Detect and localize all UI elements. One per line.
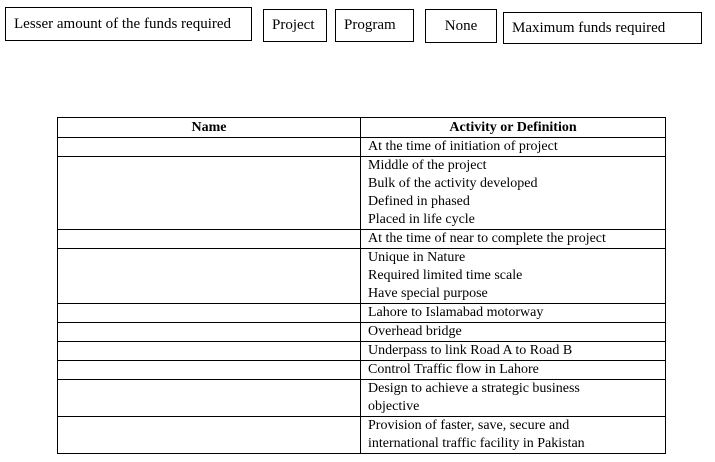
table-row bbox=[58, 157, 666, 230]
table-row bbox=[58, 380, 666, 417]
definition-line: Required limited time scale bbox=[368, 268, 523, 283]
table-row bbox=[58, 249, 666, 304]
option-lesser-funds[interactable]: Lesser amount of the funds required bbox=[5, 7, 252, 41]
definition-cell bbox=[361, 138, 666, 157]
activity-table bbox=[57, 117, 666, 454]
name-drop-cell[interactable] bbox=[58, 342, 361, 361]
table-row bbox=[58, 230, 666, 249]
name-drop-cell[interactable] bbox=[58, 323, 361, 342]
definition-line: international traffic facility in Pakistan bbox=[368, 436, 585, 451]
name-drop-cell[interactable] bbox=[58, 380, 361, 417]
definition-line: Provision of faster, save, secure and bbox=[368, 418, 570, 433]
option-project[interactable]: Project bbox=[263, 9, 327, 42]
definition-line: Control Traffic flow in Lahore bbox=[368, 362, 539, 377]
option-maximum-funds[interactable]: Maximum funds required bbox=[503, 12, 702, 44]
name-drop-cell[interactable] bbox=[58, 361, 361, 380]
name-drop-cell[interactable] bbox=[58, 249, 361, 304]
definition-cell bbox=[361, 380, 666, 417]
definition-line: Defined in phased bbox=[368, 194, 470, 209]
definition-line: Design to achieve a strategic business bbox=[368, 381, 580, 396]
definition-line: Overhead bridge bbox=[368, 324, 462, 339]
table-header-row bbox=[58, 118, 666, 138]
definition-line: Lahore to Islamabad motorway bbox=[368, 305, 544, 320]
name-drop-cell[interactable] bbox=[58, 304, 361, 323]
name-drop-cell[interactable] bbox=[58, 138, 361, 157]
definition-line: Placed in life cycle bbox=[368, 212, 475, 227]
definition-column-header: Activity or Definition bbox=[361, 118, 666, 138]
definition-line: At the time of initiation of project bbox=[368, 139, 558, 154]
definition-line: objective bbox=[368, 399, 420, 414]
definition-cell bbox=[361, 417, 666, 454]
name-column-header: Name bbox=[58, 118, 361, 138]
definition-line: Bulk of the activity developed bbox=[368, 176, 538, 191]
table-row bbox=[58, 342, 666, 361]
table-row bbox=[58, 304, 666, 323]
table-row bbox=[58, 417, 666, 454]
table-row bbox=[58, 361, 666, 380]
definition-line: Unique in Nature bbox=[368, 250, 466, 265]
definition-line: At the time of near to complete the project bbox=[368, 231, 606, 246]
definition-cell bbox=[361, 304, 666, 323]
definition-cell bbox=[361, 323, 666, 342]
table-row bbox=[58, 138, 666, 157]
name-drop-cell[interactable] bbox=[58, 417, 361, 454]
definition-line: Have special purpose bbox=[368, 286, 488, 301]
name-drop-cell[interactable] bbox=[58, 230, 361, 249]
definition-line: Middle of the project bbox=[368, 158, 487, 173]
definition-cell bbox=[361, 157, 666, 230]
name-drop-cell[interactable] bbox=[58, 157, 361, 230]
definition-cell bbox=[361, 249, 666, 304]
table-row bbox=[58, 323, 666, 342]
definition-cell bbox=[361, 361, 666, 380]
definition-cell bbox=[361, 230, 666, 249]
option-none[interactable]: None bbox=[425, 9, 497, 43]
option-program[interactable]: Program bbox=[335, 9, 414, 42]
definition-line: Underpass to link Road A to Road B bbox=[368, 343, 573, 358]
definition-cell bbox=[361, 342, 666, 361]
